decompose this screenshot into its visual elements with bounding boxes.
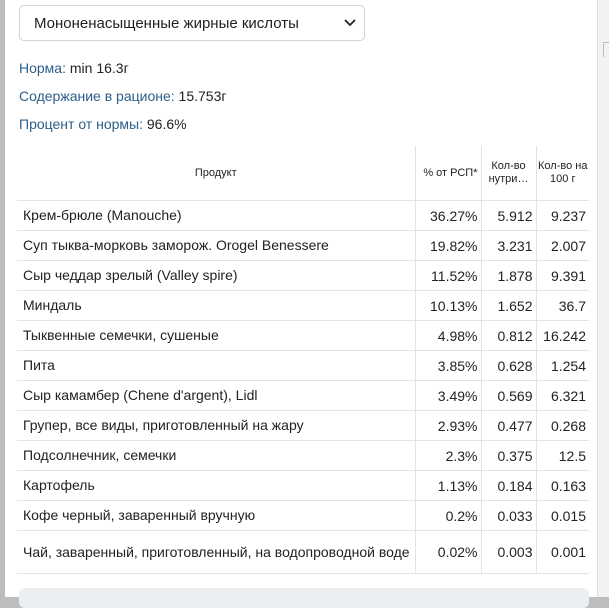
cell-percent: 11.52% [415,261,481,291]
cell-percent: 2.3% [415,441,481,471]
cell-product: Пита [17,351,415,381]
nutrient-select[interactable] [19,5,365,41]
cell-product: Подсолнечник, семечки [17,441,415,471]
cell-amount: 0.628 [481,351,536,381]
table-row [17,201,589,231]
cell-percent: 0.02% [415,531,481,574]
cell-percent: 1.13% [415,471,481,501]
table-row [17,531,589,574]
cell-amount: 1.652 [481,291,536,321]
table-row [17,291,589,321]
chevron-down-icon [336,19,364,27]
content-value: 15.753г [178,88,227,104]
percent-line [19,116,187,132]
cell-product: Кофе черный, заваренный вручную [17,501,415,531]
cell-amount: 0.003 [481,531,536,574]
cell-amount: 0.033 [481,501,536,531]
content-label: Содержание в рационе: [19,88,175,104]
norm-value: min 16.3г [69,60,129,76]
table-row [17,321,589,351]
cell-percent: 3.49% [415,381,481,411]
column-header-per100[interactable]: Кол-во на 100 г [536,146,589,201]
cell-amount: 1.878 [481,261,536,291]
table-row [17,261,589,291]
table-row [17,441,589,471]
table-row [17,471,589,501]
cell-percent: 4.98% [415,321,481,351]
cell-amount: 5.912 [481,201,536,231]
cell-amount: 3.231 [481,231,536,261]
column-header-amount[interactable]: Кол-во нутри… [481,146,536,201]
cell-per100: 9.391 [536,261,589,291]
content-line [19,88,226,104]
cell-per100: 0.001 [536,531,589,574]
cell-per100: 36.7 [536,291,589,321]
cell-product: Тыквенные семечки, сушеные [17,321,415,351]
cell-percent: 10.13% [415,291,481,321]
cell-product: Групер, все виды, приготовленный на жару [17,411,415,441]
cell-product: Картофель [17,471,415,501]
cell-per100: 0.163 [536,471,589,501]
cell-amount: 0.184 [481,471,536,501]
cell-product: Чай, заваренный, приготовленный, на водопроводной воде [17,531,415,574]
table-row [17,381,589,411]
cell-per100: 16.242 [536,321,589,351]
cell-amount: 0.569 [481,381,536,411]
bottom-bar [19,588,589,608]
percent-value: 96.6% [146,116,187,132]
table-row [17,411,589,441]
cell-product: Суп тыква-морковь заморож. Orogel Benessere [17,231,415,261]
percent-label: Процент от нормы: [19,116,143,132]
norm-line [19,60,129,76]
column-header-percent[interactable]: % от РСП* [415,146,481,201]
cell-per100: 6.321 [536,381,589,411]
cell-amount: 0.812 [481,321,536,351]
column-header-product[interactable]: Продукт [17,146,415,201]
table-row [17,231,589,261]
cell-product: Сыр камамбер (Chene d'argent), Lidl [17,381,415,411]
cell-product: Сыр чеддар зрелый (Valley spire) [17,261,415,291]
cell-amount: 0.375 [481,441,536,471]
products-table [17,146,589,574]
cell-per100: 2.007 [536,231,589,261]
cell-percent: 36.27% [415,201,481,231]
cell-per100: 12.5 [536,441,589,471]
cell-percent: 2.93% [415,411,481,441]
table-row [17,351,589,381]
table-header-row [17,146,589,201]
norm-label: Норма: [19,60,66,76]
cell-product: Миндаль [17,291,415,321]
cell-per100: 0.015 [536,501,589,531]
cell-per100: 1.254 [536,351,589,381]
cell-product: Крем-брюле (Manouche) [17,201,415,231]
cell-per100: 9.237 [536,201,589,231]
cell-amount: 0.477 [481,411,536,441]
cell-percent: 3.85% [415,351,481,381]
cell-percent: 19.82% [415,231,481,261]
cell-percent: 0.2% [415,501,481,531]
cell-per100: 0.268 [536,411,589,441]
table-row [17,501,589,531]
background-edge [597,0,609,597]
nutrient-select-value: Мононенасыщенные жирные кислоты [34,14,299,32]
